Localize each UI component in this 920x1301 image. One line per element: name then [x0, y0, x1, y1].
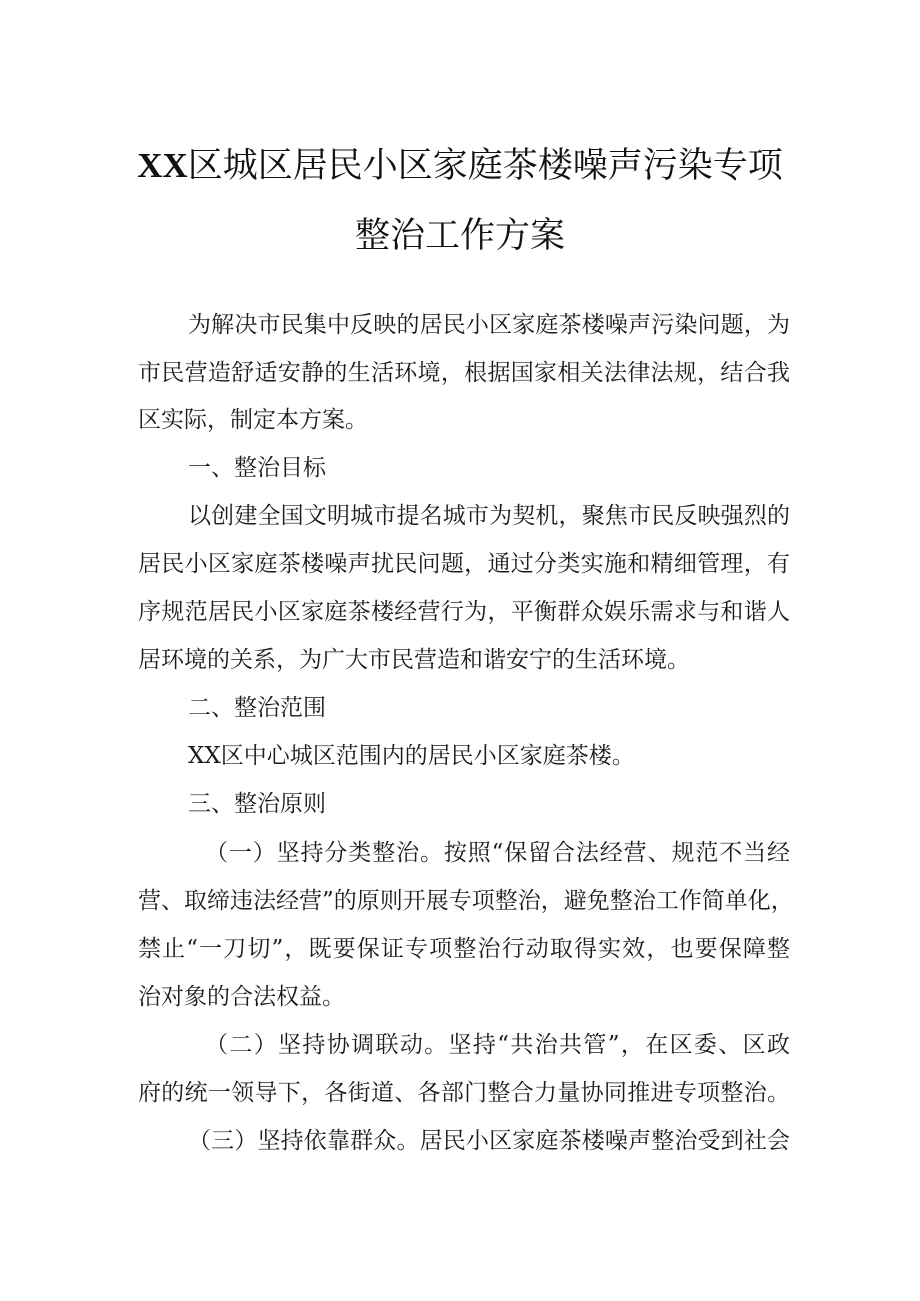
section-heading-2: 二、整治范围	[188, 695, 326, 721]
para-line: 居民小区家庭茶楼噪声扰民问题，通过分类实施和精细管理，有	[138, 551, 790, 577]
para-line: XX区中心城区范围内的居民小区家庭茶楼。	[188, 743, 635, 769]
para-line: 区实际，制定本方案。	[138, 407, 368, 433]
para-line: 市民营造舒适安静的生活环境，根据国家相关法律法规，结合我	[138, 360, 790, 386]
para-line: 府的统一领导下，各街道、各部门整合力量协同推进专项整治。	[138, 1080, 790, 1106]
title-line-2: 整治工作方案	[354, 216, 565, 256]
para-line: 禁止“一刀切”，既要保证专项整治行动取得实效，也要保障整	[138, 936, 790, 962]
para-line: （二）坚持协调联动。坚持“共治共管”，在区委、区政	[205, 1032, 790, 1058]
title-line-1-text: 区城区居民小区家庭茶楼噪声污染专项	[187, 146, 783, 186]
para-line: （三）坚持依靠群众。居民小区家庭茶楼噪声整治受到社会	[188, 1128, 790, 1154]
title-line-1	[0, 138, 920, 188]
para-line: 以创建全国文明城市提名城市为契机，聚焦市民反映强烈的	[188, 503, 790, 529]
para-line: 治对象的合法权益。	[138, 984, 345, 1010]
section-heading-1: 一、整治目标	[188, 455, 326, 481]
section-heading-3: 三、整治原则	[188, 791, 326, 817]
para-line: 序规范居民小区家庭茶楼经营行为，平衡群众娱乐需求与和谐人	[138, 599, 790, 625]
para-line: 居环境的关系，为广大市民营造和谐安宁的生活环境。	[138, 647, 690, 673]
para-line: （一）坚持分类整治。按照“保留合法经营、规范不当经	[205, 840, 790, 866]
para-line: 为解决市民集中反映的居民小区家庭茶楼噪声污染问题，为	[188, 312, 790, 338]
para-line: 营、取缔违法经营”的原则开展专项整治，避免整治工作简单化，	[138, 888, 794, 914]
title-xx: XX	[137, 146, 188, 185]
